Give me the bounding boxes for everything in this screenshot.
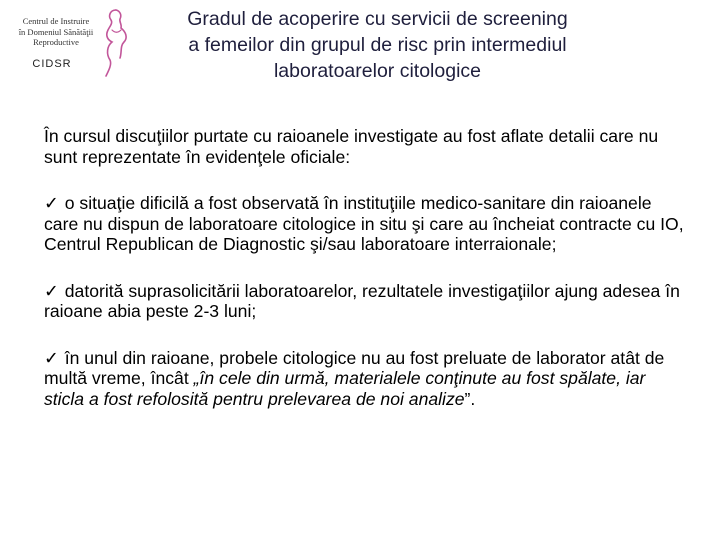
logo-abbreviation: CIDSR: [32, 58, 72, 70]
checkmark-icon: ✓: [44, 193, 59, 213]
bullet-item-3-text: în unul din raioane, probele citologice nu au fost preluate de laborator atât de multă vreme, încât: [44, 347, 665, 388]
title-line-3: laboratoarelor citologice: [273, 60, 482, 82]
slide-title: [130, 6, 625, 84]
intro-paragraph: În cursul discuţiilor purtate cu raioanele investigate au fost aflate detalii care nu sunt reprezentate în evidenţele oficiale:: [44, 126, 659, 167]
bullet-item-3-quote: „în cele din urmă, materialele conţinute au fost spălate, iar sticla a fost refolosită pentru prelevarea de noi analize: [44, 368, 646, 409]
checkmark-icon: ✓: [44, 280, 59, 301]
bullet-item-2: [44, 281, 684, 322]
logo-text: [12, 16, 100, 48]
bullet-item-1-text: o situaţie dificilă a fost observată în instituţiile medico-sanitare din raioanele care nu dispun de laboratoare citologice in situ şi care au încheiat contracte cu IO, Centrul Republican de Diagnostic şi/sau laboratoare interraionale;: [44, 193, 684, 254]
bullet-item-2-text: datorită suprasolicitării laboratoarelor, rezultatele investigaţiilor ajung adesea în raioane abia peste 2-3 luni;: [44, 280, 680, 321]
logo-line-3: Reproductive: [33, 37, 79, 47]
cidsr-logo: [8, 6, 128, 76]
logo-line-1: Centrul de Instruire: [22, 16, 90, 26]
slide-body: [44, 126, 684, 435]
checkmark-icon: ✓: [44, 347, 59, 368]
bullet-item-1: [44, 193, 684, 255]
logo-line-2: în Domeniul Sănătăţii: [18, 26, 94, 37]
bullet-item-3: [44, 348, 684, 410]
bullet-item-3-end: ”.: [464, 388, 476, 409]
title-line-2: a femeilor din grupul de risc prin intermediul: [188, 34, 567, 56]
pregnant-woman-silhouette-icon: [100, 6, 132, 78]
title-line-1: Gradul de acoperire cu servicii de screening: [187, 8, 568, 30]
